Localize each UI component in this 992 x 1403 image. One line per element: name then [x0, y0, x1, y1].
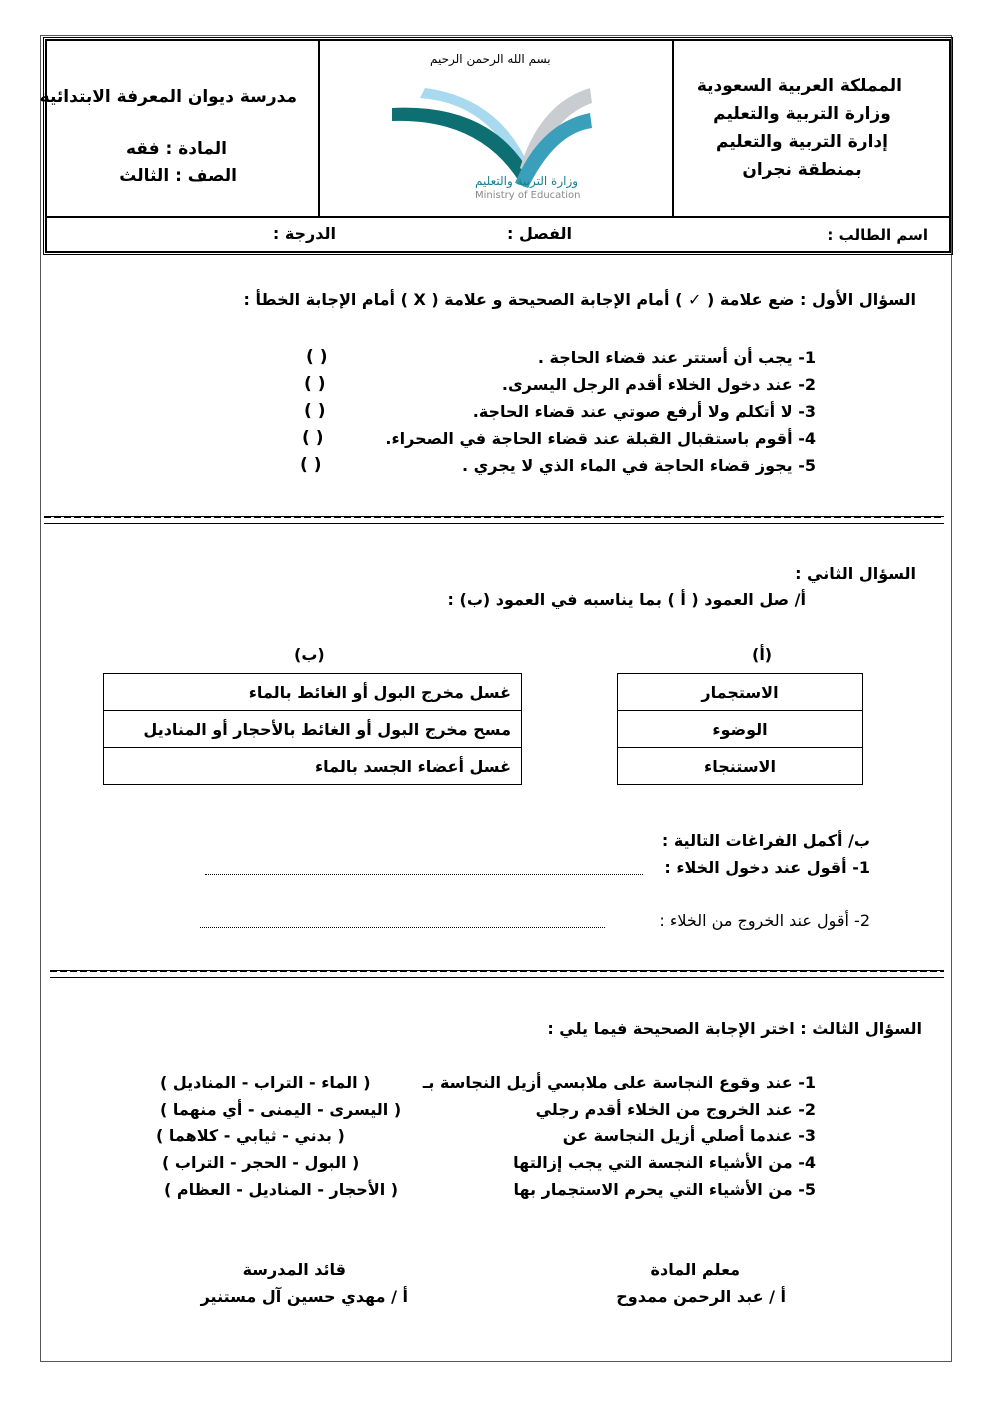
column-b-heading: (ب)	[294, 645, 325, 664]
column-a-item[interactable]: الاستنجاء	[618, 748, 863, 785]
answer-blank[interactable]: ( )	[304, 401, 326, 421]
column-a-heading: (أ)	[752, 645, 773, 664]
grade: الصف : الثالث	[119, 166, 237, 186]
q3-question: 2- عند الخروج من الخلاء أقدم رجلي	[535, 1100, 816, 1119]
q1-title: السؤال الأول : ضع علامة ( ✓ ) أمام الإجابة الصحيحة و علامة ( X ) أمام الإجابة الخطأ :	[243, 290, 916, 309]
q2-part-b-instruction: ب/ أكمل الفراغات التالية :	[661, 831, 870, 850]
q2-title: السؤال الثاني :	[795, 564, 916, 583]
student-name-field[interactable]: اسم الطالب :	[827, 226, 928, 244]
q1-item: 1- يجب أن أستتر عند قضاء الحاجة .	[537, 348, 816, 367]
column-a-item[interactable]: الاستجمار	[618, 674, 863, 711]
fill-item-2: 2- أقول عند الخروج من الخلاء :	[659, 911, 870, 930]
q2-part-a-instruction: أ/ صل العمود ( أ ) بما يناسبه في العمود (ب) :	[447, 590, 806, 609]
answer-blank[interactable]: ( )	[306, 347, 328, 367]
teacher-title: معلم المادة	[650, 1260, 740, 1279]
column-b-item[interactable]: مسح مخرج البول أو الغائط بالأحجار أو المناديل	[104, 711, 522, 748]
column-b-item[interactable]: غسل أعضاء الجسد بالماء	[104, 748, 522, 785]
basmala: بسم الله الرحمن الرحيم	[430, 52, 551, 66]
q3-title: السؤال الثالث : اختر الإجابة الصحيحة فيما يلي :	[547, 1019, 922, 1038]
column-b-table	[103, 673, 522, 785]
section-divider	[44, 516, 944, 524]
logo-text-en: Ministry of Education	[475, 190, 581, 201]
teacher-name: أ / عبد الرحمن ممدوح	[616, 1287, 786, 1306]
q3-options[interactable]: ( الأحجار - المناديل - العظام )	[164, 1180, 399, 1199]
class-field[interactable]: الفصل :	[506, 224, 572, 243]
q1-item: 5- يجوز قضاء الحاجة في الماء الذي لا يجري .	[461, 456, 816, 475]
fill-item-1: 1- أقول عند دخول الخلاء :	[664, 858, 870, 877]
q1-item: 4- أقوم باستقبال القبلة عند قضاء الحاجة في الصحراء.	[385, 429, 816, 448]
answer-blank[interactable]: ( )	[304, 374, 326, 394]
ministry-name: وزارة التربية والتعليم	[713, 104, 891, 124]
column-a-table	[617, 673, 863, 785]
score-field[interactable]: الدرجة :	[272, 224, 336, 243]
q1-item: 2- عند دخول الخلاء أقدم الرجل اليسرى.	[501, 375, 816, 394]
school-cell	[46, 40, 319, 217]
q3-question: 1- عند وقوع النجاسة على ملابسي أزيل النجاسة بـ	[422, 1073, 816, 1092]
ministry-block	[696, 72, 902, 184]
school-name: مدرسة ديوان المعرفة الابتدائية	[39, 87, 297, 107]
column-b-item[interactable]: غسل مخرج البول أو الغائط بالماء	[104, 674, 522, 711]
q1-item: 3- لا أتكلم ولا أرفع صوتي عند قضاء الحاجة.	[472, 402, 816, 421]
principal-name: أ / مهدي حسين آل مستنير	[200, 1287, 408, 1306]
section-divider	[50, 970, 944, 978]
principal-title: قائد المدرسة	[242, 1260, 346, 1279]
answer-blank[interactable]: ( )	[302, 428, 324, 448]
q3-options[interactable]: ( بدني - ثيابي - كلاهما )	[156, 1126, 345, 1145]
student-info-row	[46, 217, 950, 252]
column-a-item[interactable]: الوضوء	[618, 711, 863, 748]
q3-question: 5- من الأشياء التي يحرم الاستجمار بها	[513, 1180, 816, 1199]
fill-line-1[interactable]	[205, 860, 643, 875]
directorate-name: إدارة التربية والتعليم	[716, 132, 888, 152]
region-name: بمنطقة نجران	[742, 160, 862, 180]
q3-options[interactable]: ( البول - الحجر - التراب )	[162, 1153, 360, 1172]
q3-question: 3- عندما أصلي أزيل النجاسة عن	[562, 1126, 816, 1145]
logo-text-ar: وزارة التربية والتعليم	[475, 174, 579, 188]
ministry-logo	[380, 48, 610, 208]
q3-options[interactable]: ( الماء - التراب - المناديل )	[160, 1073, 371, 1092]
fill-line-2[interactable]	[200, 913, 605, 928]
answer-blank[interactable]: ( )	[300, 455, 322, 475]
country-name: المملكة العربية السعودية	[696, 76, 902, 96]
subject: المادة : فقه	[125, 139, 227, 159]
q3-options[interactable]: ( اليسرى - اليمنى - أي منهما )	[160, 1100, 402, 1119]
q3-question: 4- من الأشياء النجسة التي يجب إزالتها	[513, 1153, 816, 1172]
